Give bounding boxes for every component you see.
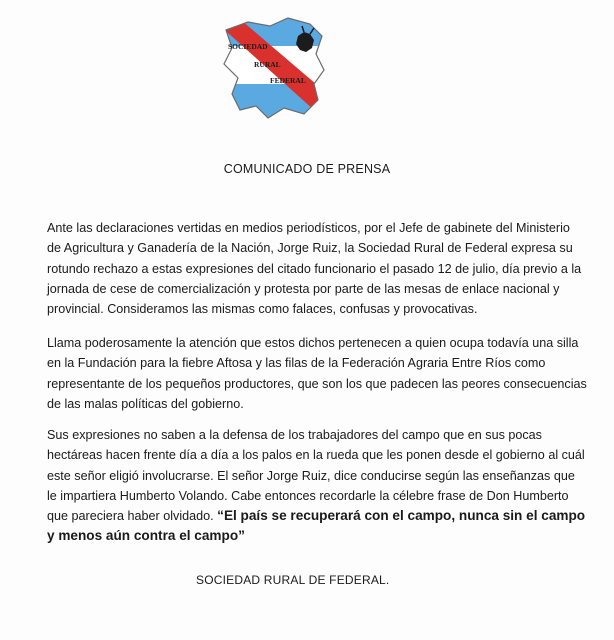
- highlighted-quote: “El país se recuperará con el campo, nunca sin el campo y menos aún contra el campo”: [47, 508, 586, 544]
- entre-rios-map-icon: [218, 10, 330, 122]
- logo-text-line3: FEDERAL: [270, 76, 306, 85]
- document-title: COMUNICADO DE PRENSA: [223, 162, 391, 176]
- logo: [218, 10, 330, 122]
- paragraph-3: [47, 425, 587, 547]
- logo-text-line1: SOCIEDAD: [228, 42, 268, 51]
- logo-text-line2: RURAL: [254, 60, 281, 69]
- paragraph-1: Ante las declaraciones vertidas en medios periodísticos, por el Jefe de gabinete del Ministerio de Agricultura y Ganadería de la Nación, Jorge Ruiz, la Sociedad Rural de Federal expresa su rotundo rechazo a estas expresiones del citado funcionario el pasado 12 de julio, día previo a la jornada de cese de comercialización y protesta por parte de las mesas de enlace nacional y provincial. Consideramos las mismas como falaces, confusas y provocativas.: [47, 221, 582, 317]
- signature: SOCIEDAD RURAL DE FEDERAL.: [196, 573, 390, 587]
- paragraph-3-text: Sus expresiones no saben a la defensa de los trabajadores del campo que en sus pocas hectáreas hacen frente día a día a los palos en la rueda que les ponen desde el gobierno al cuál este señor eligió involucrarse. El señor Jorge Ruiz, dice conducirse según las enseñanzas que le impartiera Humberto Volando. Cabe entonces recordarle la célebre frase de Don Humberto que pareciera haber olvidado.: [47, 428, 585, 524]
- paragraph-2: Llama poderosamente la atención que estos dichos pertenecen a quien ocupa todavía una silla en la Fundación para la fiebre Aftosa y las filas de la Federación Agraria Entre Ríos como representante de los pequeños productores, que son los que padecen las peores consecuencias de las malas políticas del gobierno.: [47, 336, 587, 411]
